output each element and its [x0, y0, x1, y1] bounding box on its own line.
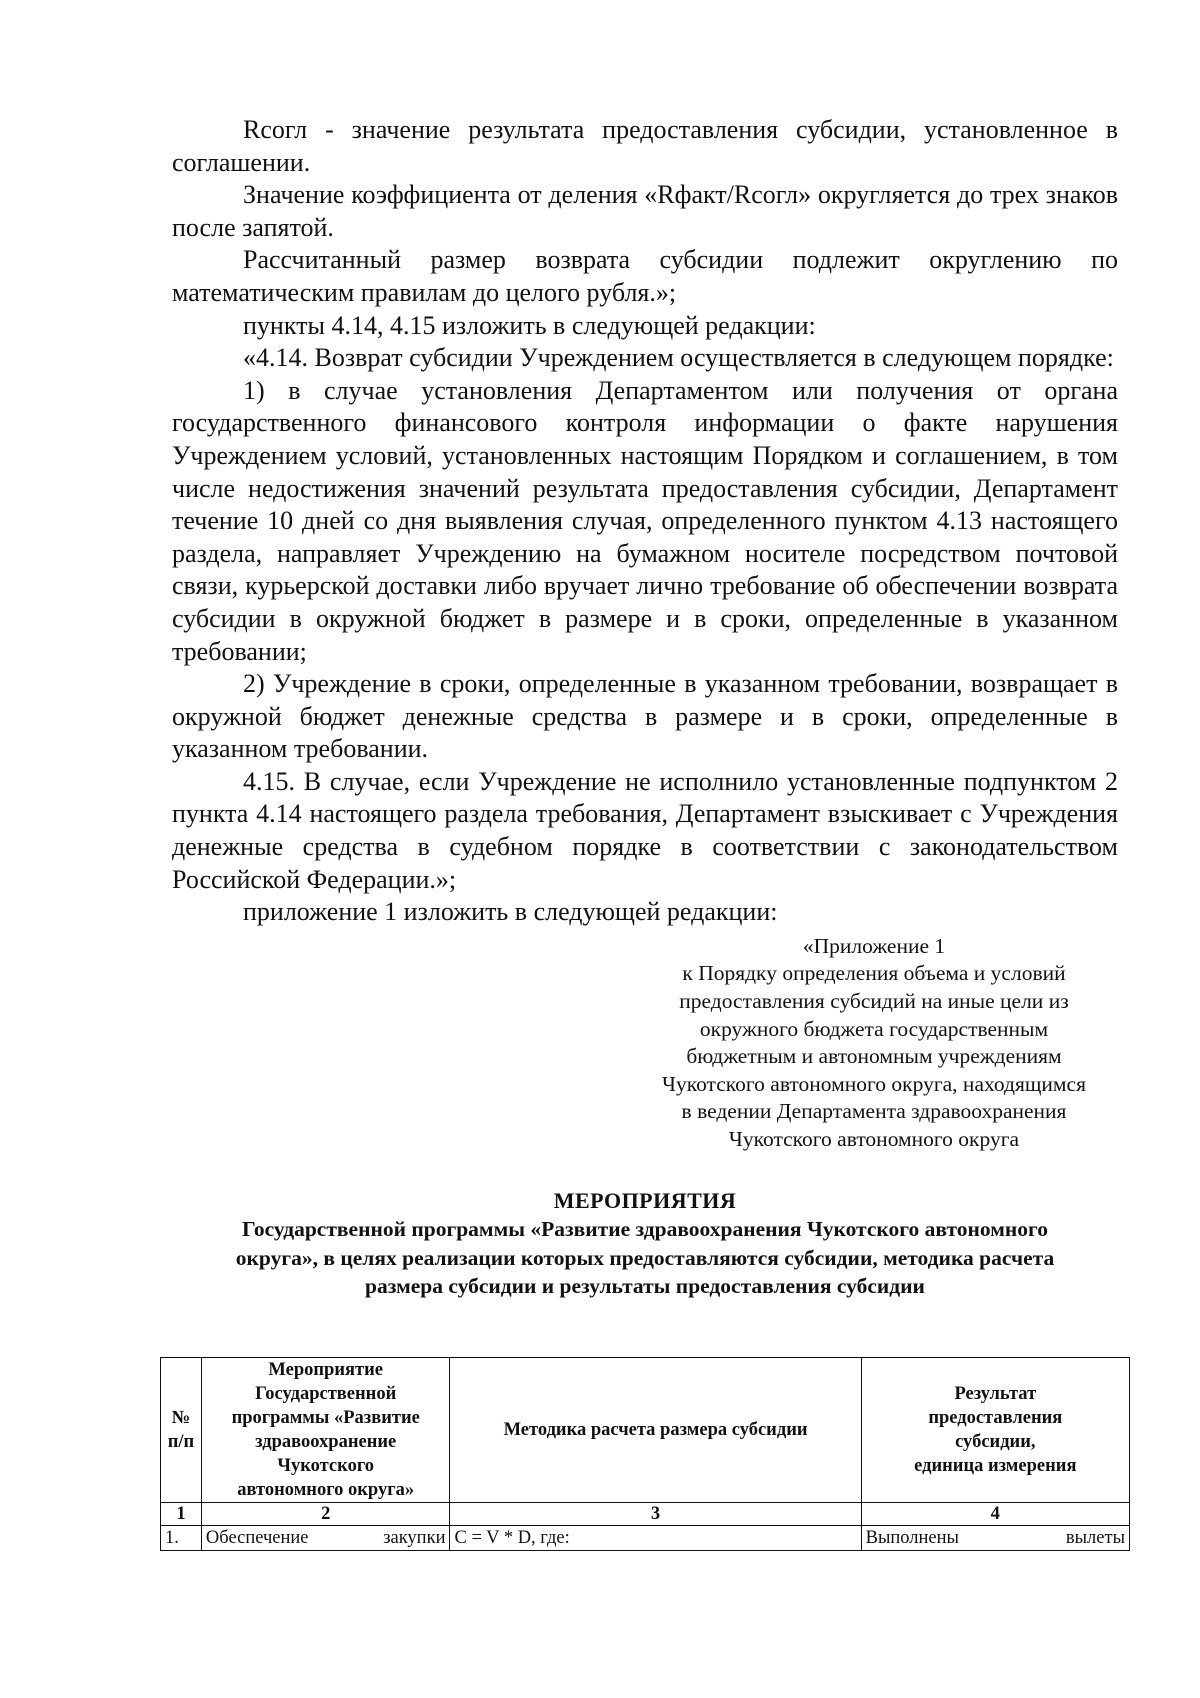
row-event: Обеспечение закупки	[201, 1526, 450, 1551]
appendix-line: в ведении Департамента здравоохранения	[681, 1099, 1067, 1124]
table-header-row	[161, 1358, 1130, 1503]
paragraph-4-14-2: 2) Учреждение в сроки, определенные в указанном требовании, возвращает в окружной бюджет денежные средства в размере и в сроки, определенные в указанном требовании.	[172, 669, 1118, 764]
paragraph-coefficient: Значение коэффициента от деления «Rфакт/Rсогл» округляется до трех знаков после запятой.	[172, 180, 1118, 242]
paragraph-4-14: «4.14. Возврат субсидии Учреждением осуществляется в следующем порядке:	[243, 343, 1114, 373]
table-row	[161, 1526, 1130, 1551]
appendix-line: бюджетным и автономным учреждениям	[686, 1044, 1062, 1069]
appendix-caption	[630, 933, 1118, 1154]
section-heading	[172, 1187, 1118, 1301]
appendix-line: Чукотского автономного округа, находящимся	[662, 1071, 1086, 1096]
paragraph-items-edit: пункты 4.14, 4.15 изложить в следующей редакции:	[243, 310, 816, 340]
heading-line: Государственной программы «Развитие здравоохранения Чукотского автономного	[242, 1217, 1048, 1242]
heading-line: размера субсидии и результаты предоставления субсидии	[365, 1274, 925, 1299]
header-number: № п/п	[161, 1358, 202, 1503]
appendix-line: окружного бюджета государственным	[699, 1016, 1049, 1041]
events-table	[160, 1357, 1130, 1551]
appendix-line: Чукотского автономного округа	[728, 1127, 1020, 1151]
paragraph-4-14-1: 1) в случае установления Департаментом или получения от органа государственного финансового контроля информации о факте нарушения Учреждением условий, установленных настоящим Порядком и соглашением, в том числе недостижения значений результата предоставления субсидии, Департамент течение 10 дней со дня выявления случая, определенного пунктом 4.13 настоящего раздела, направляет Учреждению на бумажном носителе посредством почтовой связи, курьерской доставки либо вручает лично требование об обеспечении возврата субсидии в окружной бюджет в размере и в сроки, определенные в указанном требовании;	[172, 375, 1118, 666]
header-result: Результат предоставления субсидии, единица измерения	[861, 1358, 1129, 1503]
table-column-numbers-row	[161, 1503, 1130, 1526]
heading-line: округа», в целях реализации которых предоставляются субсидии, методика расчета	[235, 1245, 1055, 1270]
row-result: Выполнены вылеты	[861, 1526, 1129, 1551]
column-number: 1	[161, 1503, 202, 1526]
row-method: C = V * D, где:	[450, 1526, 861, 1551]
appendix-line: к Порядку определения объема и условий	[682, 961, 1066, 986]
heading-title: МЕРОПРИЯТИЯ	[553, 1187, 737, 1213]
header-method: Методика расчета размера субсидии	[450, 1358, 861, 1503]
appendix-line: «Приложение 1	[802, 933, 946, 958]
paragraph-4-15: 4.15. В случае, если Учреждение не исполнило установленные подпунктом 2 пункта 4.14 настоящего раздела требования, Департамент взыскивает с Учреждения денежные средства в судебном порядке в соответствии с законодательством Российской Федерации.»;	[172, 766, 1118, 894]
appendix-line: предоставления субсидий на иные цели из	[679, 989, 1069, 1014]
column-number: 2	[201, 1503, 450, 1526]
column-number: 3	[450, 1503, 861, 1526]
document-page	[172, 114, 1118, 1301]
paragraph-rounding: Рассчитанный размер возврата субсидии подлежит округлению по математическим правилам до целого рубля.»;	[172, 245, 1118, 307]
paragraph-appendix-edit: приложение 1 изложить в следующей редакции:	[243, 897, 778, 927]
paragraph-rsogl: Rсогл - значение результата предоставления субсидии, установленное в соглашении.	[172, 115, 1118, 177]
row-number: 1.	[161, 1526, 202, 1551]
column-number: 4	[861, 1503, 1129, 1526]
header-event: Мероприятие Государственной программы «Развитие здравоохранение Чукотского автономного округа»	[201, 1358, 450, 1503]
